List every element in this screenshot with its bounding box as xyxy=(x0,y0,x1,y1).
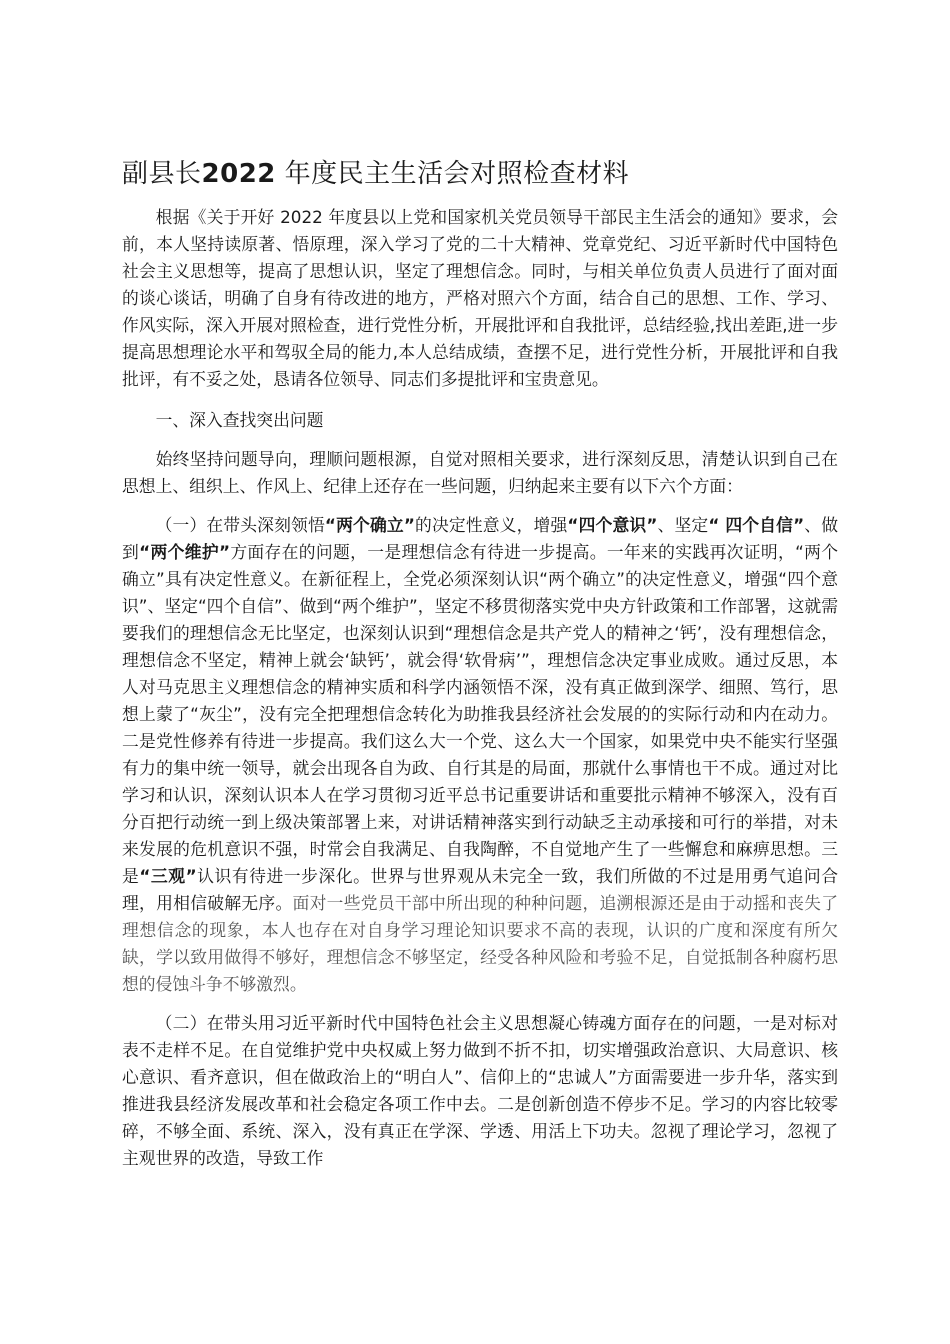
title-suffix: 年度民主生活会对照检查材料 xyxy=(284,159,630,189)
p1-text-7: 面对一些党员干部中所出现的种种问题，追溯根源还是由于动摇和丧失了理想信念的现象，本人也存在对自身学习理论知识要求不高的表现，认识的广度和深度有所欠缺，学以致用做得不够好，理想信念不够坚定，经受各种风险和考验不足，自觉抵制各种腐朽思想的侵蚀斗争不够激烈。 xyxy=(122,893,838,994)
p1-text-3: 、坚定 xyxy=(657,515,709,535)
document-title xyxy=(122,150,838,198)
p1-quote-three-views: “三观” xyxy=(139,866,197,886)
document-page xyxy=(122,150,838,1172)
p1-quote-four-confidence: “ 四个自信” xyxy=(708,515,805,535)
problem-2-paragraph: （二）在带头用习近平新时代中国特色社会主义思想凝心铸魂方面存在的问题，一是对标对表不走样不足。在自觉维护党中央权威上努力做到不折不扣，切实增强政治意识、大局意识、核心意识、看齐意识，但在做政治上的“明白人”、信仰上的“忠诚人”方面需要进一步升华，落实到推进我县经济发展改革和社会稳定各项工作中去。二是创新创造不停步不足。学习的内容比较零碎，不够全面、系统、深入，没有真正在学深、学透、用活上下功夫。忽视了理论学习，忽视了主观世界的改造，导致工作 xyxy=(122,1013,838,1168)
intro-paragraph: 根据《关于开好 2022 年度县以上党和国家机关党员领导干部民主生活会的通知》要求，会前，本人坚持读原著、悟原理，深入学习了党的二十大精神、党章党纪、习近平新时代中国特色社会主义思想等，提高了思想认识，坚定了理想信念。同时，与相关单位负责人员进行了面对面的谈心谈话，明确了自身有待改进的地方，严格对照六个方面，结合自己的思想、工作、学习、作风实际，深入开展对照检查，进行党性分析，开展批评和自我批评，总结经验,找出差距,进一步提高思想理论水平和驾驭全局的能力,本人总结成绩，查摆不足，进行党性分析，开展批评和自我批评，有不妥之处，恳请各位领导、同志们多提批评和宝贵意见。 xyxy=(122,207,838,389)
p1-quote-two-safeguards: “两个维护” xyxy=(139,542,230,562)
title-year: 2022 xyxy=(201,159,276,189)
p1-text-4: 、做到 xyxy=(122,515,838,562)
problem-1-paragraph xyxy=(122,512,838,998)
p1-quote-four-consciousness: “四个意识” xyxy=(567,515,658,535)
p1-text-5: 方面存在的问题，一是理想信念有待进一步提高。一年来的实践再次证明，“两个确立”具有决定性意义。在新征程上，全党必须深刻认识“两个确立”的决定性意义，增强“四个意识”、坚定“四个自信”、做到“两个维护”，坚定不移贯彻落实党中央方针政策和工作部署，这就需要我们的理想信念无比坚定，也深刻认识到“理想信念是共产党人的精神之‘钙’，没有理想信念，理想信念不坚定，精神上就会‘缺钙’，就会得‘软骨病’”，理想信念决定事业成败。通过反思，本人对马克思主义理想信念的精神实质和科学内涵领悟不深，没有真正做到深学、细照、笃行，思想上蒙了“灰尘”，没有完全把理想信念转化为助推我县经济社会发展的的实际行动和内在动力。二是党性修养有待进一步提高。我们这么大一个党、这么大一个国家，如果党中央不能实行坚强有力的集中统一领导，就会出现各自为政、自行其是的局面，那就什么事情也干不成。通过对比学习和认识，深刻认识本人在学习贯彻习近平总书记重要讲话和重要批示精神不够深入，没有百分百把行动统一到上级决策部署上来，对讲话精神落实到行动缺乏主动承接和可行的举措，对未来发展的危机意识不强，时常会自我满足、自我陶醉，不自觉地产生了一些懈怠和麻痹思想。三是 xyxy=(122,542,838,886)
section-1-intro-paragraph: 始终坚持问题导向，理顺问题根源，自觉对照相关要求，进行深刻反思，清楚认识到自己在思想上、组织上、作风上、纪律上还存在一些问题，归纳起来主要有以下六个方面： xyxy=(122,449,838,496)
p1-quote-two-establishments: “两个确立” xyxy=(324,515,415,535)
p1-text-1: （一）在带头深刻领悟 xyxy=(155,515,325,535)
section-1-heading: 一、深入查找突出问题 xyxy=(155,410,324,430)
title-prefix: 副县长 xyxy=(122,159,202,189)
p1-text-6: 认识有待进一步深化。世界与世界观从未完全一致，我们所做的不过是用勇气追问合理，用相信破解无序。 xyxy=(122,866,838,913)
p1-text-2: 的决定性意义，增强 xyxy=(414,515,568,535)
